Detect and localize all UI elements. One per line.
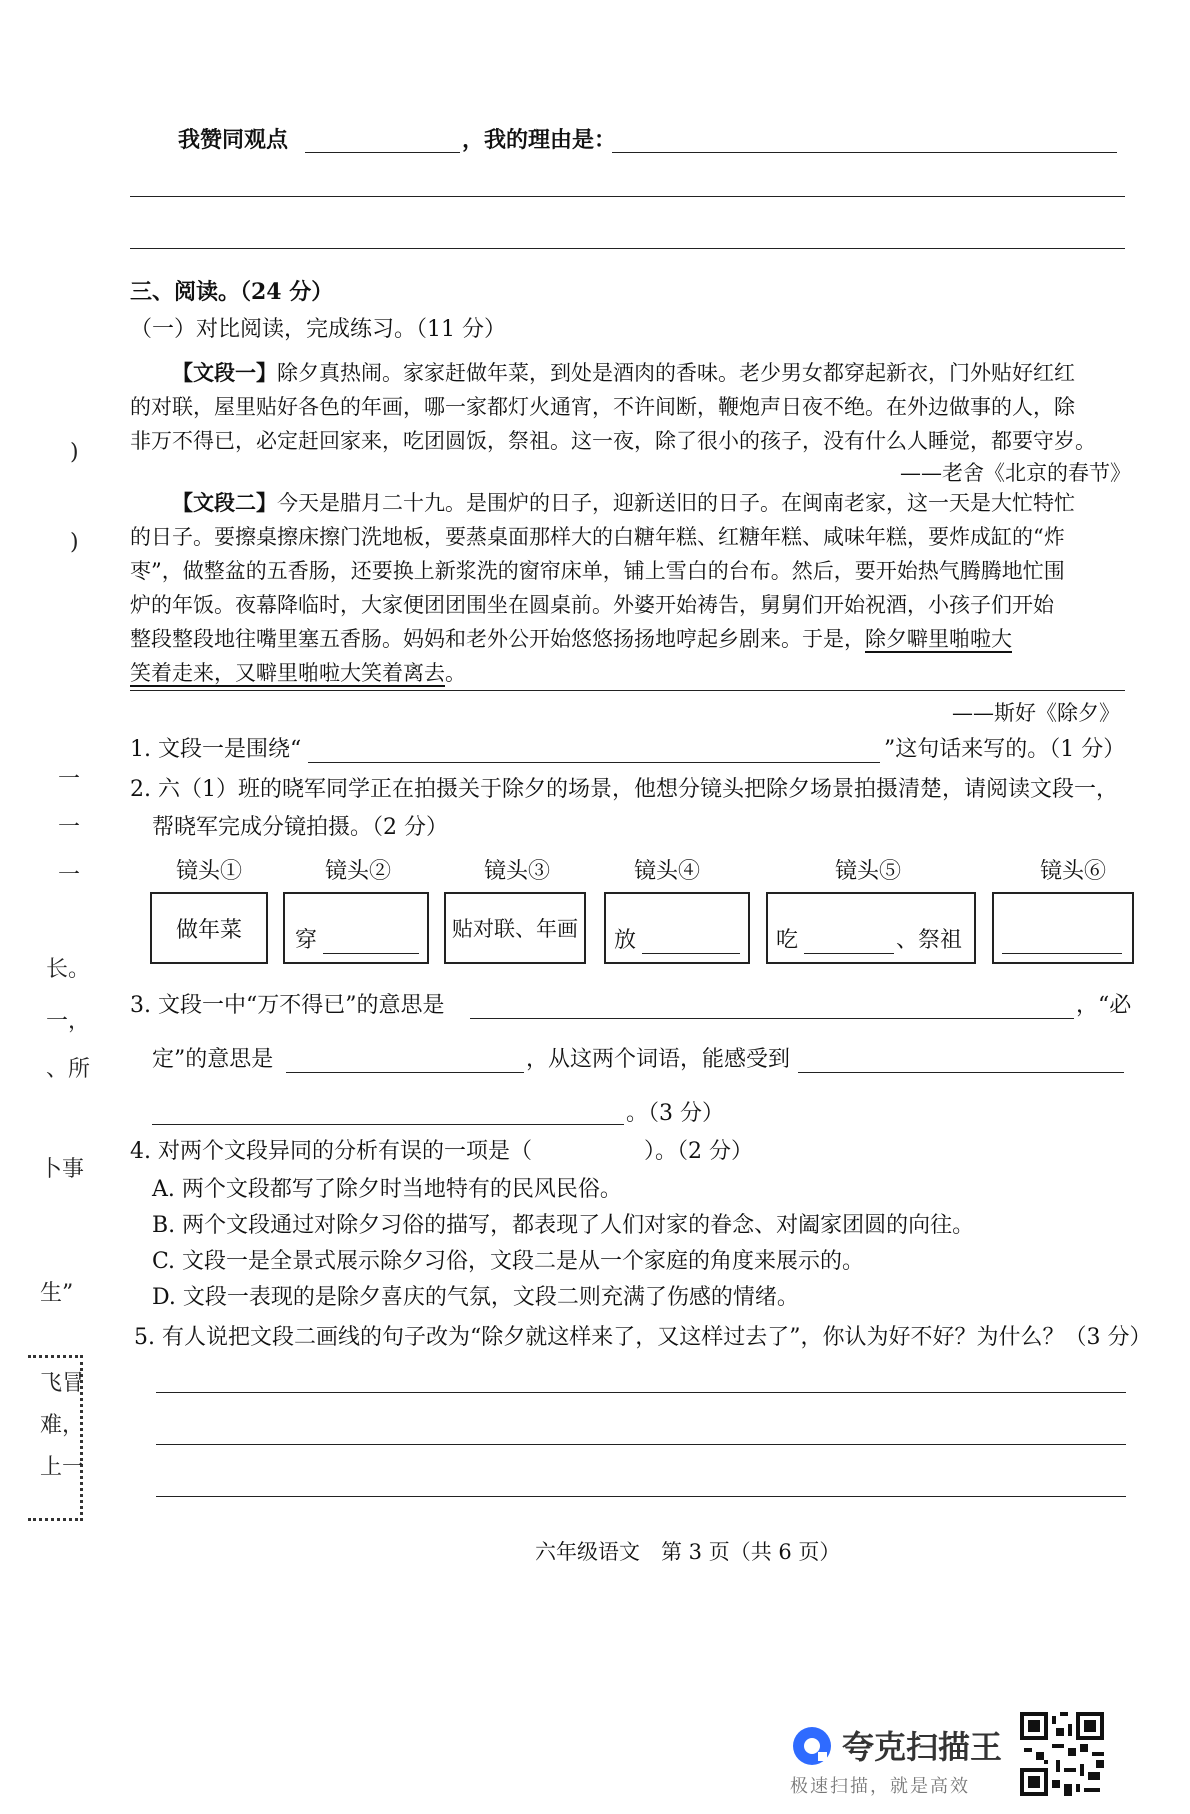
q3-line3-suffix: 。（3 分） bbox=[626, 1101, 724, 1126]
q5-answer-line-2[interactable] bbox=[156, 1444, 1126, 1445]
passage2-line: 炉的年饭。夜幕降临时，大家便团团围坐在圆桌前。外婆开始祷告，舅舅们开始祝酒，小孩子们开始 bbox=[130, 593, 1054, 617]
underlined-sentence-part-b: 笑着走来，又噼里啪啦大笑着离去 bbox=[130, 661, 445, 685]
opinion-prefix: 我赞同观点 bbox=[178, 127, 289, 153]
q4-option-b[interactable]: B. 两个文段通过对除夕习俗的描写，都表现了人们对家的眷念、对阖家团圆的向往。 bbox=[152, 1213, 975, 1238]
passage2-divider bbox=[130, 690, 1125, 691]
camera-label-1: 镜头① bbox=[176, 859, 243, 884]
q3-blank-3[interactable] bbox=[798, 1072, 1124, 1073]
margin-fragment: 难， bbox=[40, 1413, 85, 1438]
q4-option-d[interactable]: D. 文段一表现的是除夕喜庆的气氛，文段二则充满了伤感的情绪。 bbox=[152, 1285, 799, 1310]
camera-box-5-blank[interactable] bbox=[804, 935, 894, 954]
watermark-slogan: 极速扫描，就是高效 bbox=[790, 1776, 970, 1797]
margin-fragment: ) bbox=[70, 530, 79, 555]
scanner-watermark bbox=[790, 1718, 1020, 1798]
section-title: 三、阅读。（24 分） bbox=[130, 279, 334, 305]
q3-quote-open: ，“必 bbox=[1076, 993, 1132, 1018]
q4-option-c[interactable]: C. 文段一是全景式展示除夕习俗，文段二是从一个家庭的角度来展示的。 bbox=[152, 1249, 865, 1274]
camera-label-3: 镜头③ bbox=[484, 859, 551, 884]
camera-box-2[interactable] bbox=[283, 892, 429, 964]
passage1-line: 的对联，屋里贴好各色的年画，哪一家都灯火通宵，不许间断，鞭炮声日夜不绝。在外边做事的人，除 bbox=[130, 395, 1075, 419]
camera-box-6-blank[interactable] bbox=[1002, 935, 1122, 954]
reason-blank-2[interactable] bbox=[130, 196, 1125, 197]
camera-box-4-prefix: 放 bbox=[614, 928, 637, 953]
passage2-end: 。 bbox=[445, 661, 466, 685]
opinion-blank[interactable] bbox=[305, 152, 460, 153]
reason-blank-1[interactable] bbox=[612, 152, 1117, 153]
camera-box-4[interactable] bbox=[604, 892, 750, 964]
q5-answer-line-1[interactable] bbox=[156, 1392, 1126, 1393]
passage1-label: 【文段一】 bbox=[172, 360, 277, 385]
q3-blank-2[interactable] bbox=[286, 1072, 524, 1073]
passage2 bbox=[130, 486, 1130, 690]
page-footer: 六年级语文 第 3 页（共 6 页） bbox=[535, 1540, 841, 1564]
q1-prefix: 1. 文段一是围绕“ bbox=[130, 737, 302, 762]
q2-line2: 帮晓军完成分镜拍摄。（2 分） bbox=[152, 815, 448, 840]
camera-label-2: 镜头② bbox=[325, 859, 392, 884]
q4-option-a[interactable]: A. 两个文段都写了除夕时当地特有的民风民俗。 bbox=[152, 1177, 622, 1202]
margin-fragment: 卜事 bbox=[40, 1157, 85, 1182]
q2-line1: 2. 六（1）班的晓军同学正在拍摄关于除夕的场景，他想分镜头把除夕场景拍摄清楚，请阅读文段一， bbox=[130, 777, 1118, 802]
passage1-line: 非万不得已，必定赶回家来，吃团圆饭，祭祖。这一夜，除了很小的孩子，没有什么人睡觉，都要守岁。 bbox=[130, 429, 1096, 453]
camera-box-6[interactable] bbox=[992, 892, 1134, 964]
qr-code-icon bbox=[1020, 1712, 1104, 1796]
camera-box-2-prefix: 穿 bbox=[295, 928, 318, 953]
camera-box-1 bbox=[150, 892, 268, 964]
passage2-line: 的日子。要擦桌擦床擦门洗地板，要蒸桌面那样大的白糖年糕、红糖年糕、咸味年糕，要炸成缸的“炸 bbox=[130, 525, 1065, 549]
passage2-line: 枣”，做整盆的五香肠，还要换上新浆洗的窗帘床单，铺上雪白的台布。然后，要开始热气腾腾地忙围 bbox=[130, 559, 1065, 583]
passage2-label: 【文段二】 bbox=[172, 490, 277, 515]
passage1-source: ——老舍《北京的春节》 bbox=[900, 461, 1131, 485]
opinion-middle: ，我的理由是： bbox=[462, 127, 617, 153]
subsection-title: （一）对比阅读，完成练习。（11 分） bbox=[130, 317, 506, 342]
opinion-line bbox=[178, 126, 288, 154]
passage2-source: ——斯好《除夕》 bbox=[952, 701, 1120, 725]
q3-line2-middle: ，从这两个词语，能感受到 bbox=[526, 1047, 791, 1072]
q3-line2-prefix: 定”的意思是 bbox=[152, 1047, 274, 1072]
passage1-line: 除夕真热闹。家家赶做年菜，到处是酒肉的香味。老少男女都穿起新衣，门外贴好红红 bbox=[277, 361, 1075, 385]
camera-box-5-prefix: 吃 bbox=[776, 928, 799, 953]
camera-box-3-text: 贴对联、年画 bbox=[452, 917, 578, 941]
margin-fragment: 一 bbox=[58, 815, 81, 840]
camera-label-6: 镜头⑥ bbox=[1040, 859, 1107, 884]
q3-blank-1[interactable] bbox=[470, 1018, 1074, 1019]
camera-box-4-blank[interactable] bbox=[642, 935, 740, 954]
camera-box-3 bbox=[444, 892, 586, 964]
passage2-line: 整段整段地往嘴里塞五香肠。妈妈和老外公开始悠悠扬扬地哼起乡剧来。于是， bbox=[130, 627, 865, 651]
camera-box-2-blank[interactable] bbox=[323, 935, 419, 954]
q1-answer-blank[interactable] bbox=[308, 762, 880, 763]
margin-fragment: 上一 bbox=[40, 1455, 85, 1480]
watermark-brand: 夸克扫描王 bbox=[842, 1728, 1003, 1766]
camera-label-5: 镜头⑤ bbox=[835, 859, 902, 884]
q5-text: 5. 有人说把文段二画线的句子改为“除夕就这样来了，又这样过去了”，你认为好不好？为什么？（3 分） bbox=[134, 1325, 1152, 1350]
reason-blank-3[interactable] bbox=[130, 248, 1125, 249]
camera-label-4: 镜头④ bbox=[634, 859, 701, 884]
q4-prefix: 4. 对两个文段异同的分析有误的一项是（ bbox=[130, 1139, 532, 1164]
passage2-line: 今天是腊月二十九。是围炉的日子，迎新送旧的日子。在闽南老家，这一天是大忙特忙 bbox=[277, 491, 1075, 515]
margin-fragment: 飞冒 bbox=[40, 1371, 85, 1396]
margin-fragment: ) bbox=[70, 440, 79, 465]
margin-fragment: 长。 bbox=[46, 957, 91, 982]
camera-box-5-suffix: 、祭祖 bbox=[896, 928, 963, 953]
margin-fragment: 一 bbox=[58, 863, 81, 888]
q3-prefix: 3. 文段一中“万不得已”的意思是 bbox=[130, 993, 445, 1018]
passage1 bbox=[130, 356, 1130, 458]
margin-fragment: 一， bbox=[46, 1009, 91, 1034]
q5-answer-line-3[interactable] bbox=[156, 1496, 1126, 1497]
q3-blank-4[interactable] bbox=[152, 1124, 624, 1125]
margin-fragment: 一 bbox=[58, 767, 81, 792]
q1-suffix: ”这句话来写的。（1 分） bbox=[884, 737, 1126, 762]
margin-fragment: 、所 bbox=[46, 1057, 91, 1082]
scanner-logo-icon bbox=[790, 1724, 834, 1768]
underlined-sentence-part-a: 除夕噼里啪啦大 bbox=[865, 627, 1012, 651]
margin-fragment: 生” bbox=[40, 1281, 74, 1306]
camera-box-5[interactable] bbox=[766, 892, 976, 964]
q4-suffix: ）。（2 分） bbox=[644, 1139, 753, 1164]
camera-box-1-text: 做年菜 bbox=[175, 917, 242, 943]
